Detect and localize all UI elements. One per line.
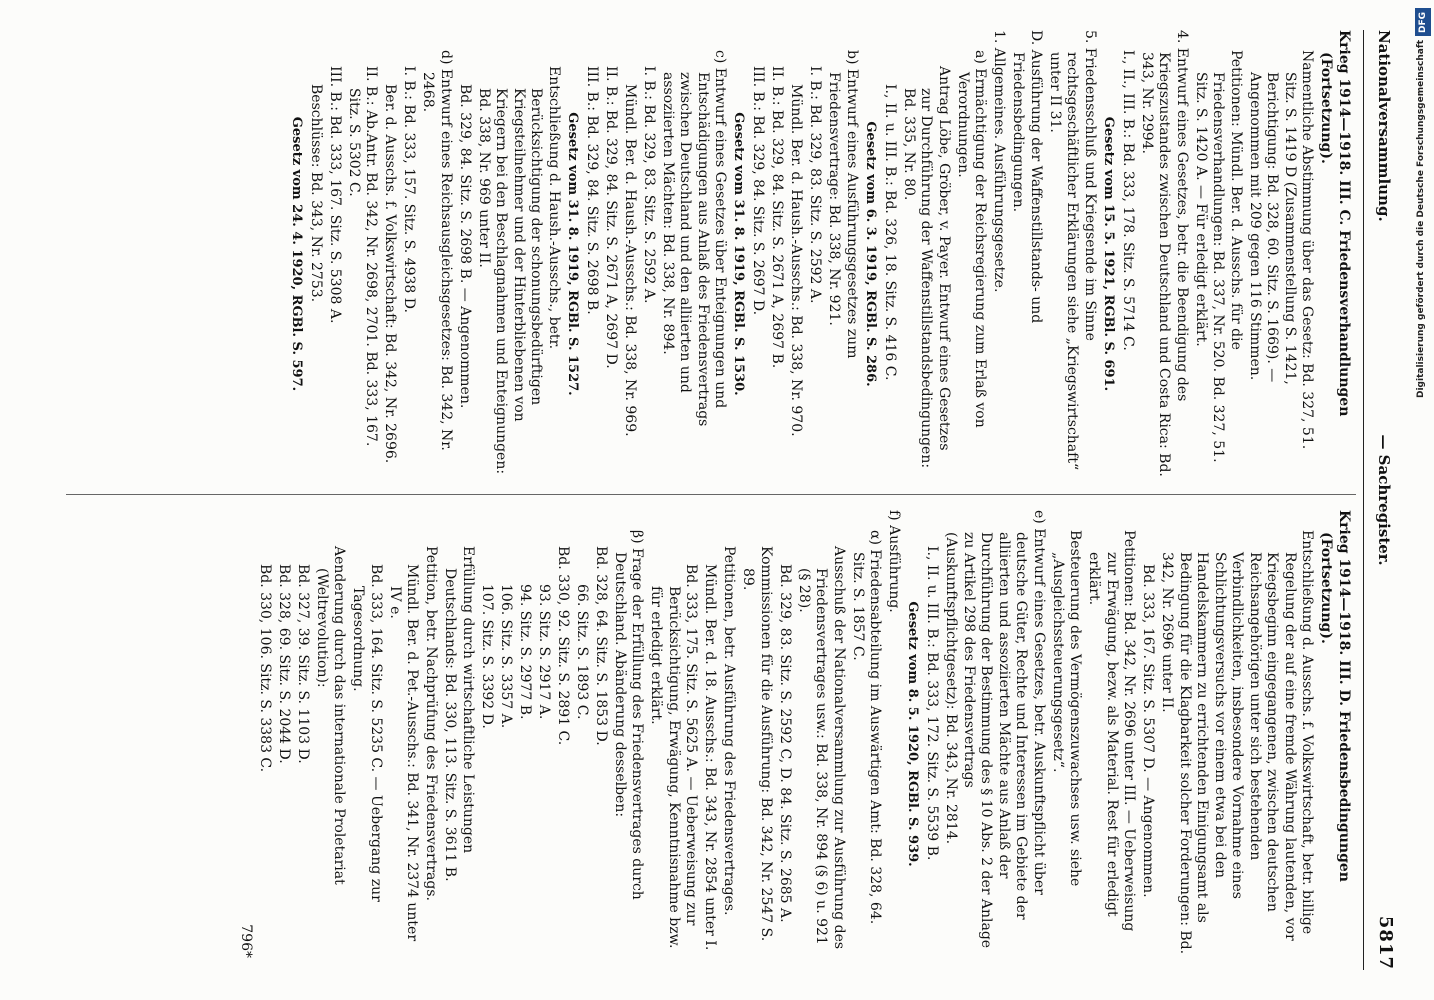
law-citation: Gesetz vom 6. 3. 1919, RGBl. S. 286. [863, 121, 878, 387]
header-center: — Sachregister. [1375, 434, 1393, 566]
index-entry: f) Ausführung. [886, 510, 903, 613]
index-entry: Mündl. Ber. d. Haush.-Ausschs.: Bd. 338, Nr. 970. [788, 84, 805, 437]
index-entry: Entschließung d. Haush.-Ausschs., betr. Berücksichtigung der schonungsbedürftigen Kriegsteilnehmer und der Hinterbliebenen von Kriegern bei den Beschlagnahmen und Enteignungen: Bd. 338, Nr. 969 unter II. [476, 66, 562, 475]
column-running-head: Krieg 1914—1918. III. C. Friedensverhandlungen (Fortsetzung). [1318, 30, 1352, 417]
index-entry: III. B.: Bd. 329, 84. Sitz. S. 2698 B. [584, 66, 600, 315]
index-entry: Bd. 330, 92. Sitz. S. 2891 C. [555, 546, 571, 746]
law-citation: Gesetz vom 31. 8. 1919, RGBl. S. 1530. [731, 112, 747, 396]
index-entry: Bd. 333, 167. Sitz. S. 5307 D. — Angenommen. [1140, 564, 1157, 898]
index-entry: III. B.: Bd. 333, 167. Sitz. S. 5308 A. [327, 66, 343, 324]
index-entry: Mündl. Ber. d. Pet.-Ausschs.: Bd. 341, Nr. 2374 unter IV e. [387, 564, 421, 942]
index-entry: Aenderung durch das internationale Proletariat (Weltrevolution): [314, 546, 348, 885]
index-entry: Ausschuß der Nationalversammlung zur Ausführung des Friedensvertrages usw.: Bd. 338, Nr. 894 (§ 6) u. 921 (§ 28). [796, 546, 847, 950]
index-entry: Petitionen: Bd. 342, Nr. 2696 unter III. — Ueberweisung zur Erwägung, bezw. als Material. Rest für erledigt erklärt. [1086, 530, 1138, 932]
index-entry: e) Entwurf eines Gesetzes, betr. Auskunftspflicht über deutsche Güter, Rechte und Interessen im Gebiete der alliierten und assoziierten Mächte aus Anlaß der Durchführung der Bestimmung des § 10 Abs. 2 der Anlage zu Artikel 298 des Friedensvertrags (Auskunftspflichtgesetz): Bd. 343, Nr. 2814. [943, 510, 1047, 949]
index-entry: Besteuerung des Vermögenszuwachses usw. siehe „Ausgleichssteuerungsgesetz“. [1050, 530, 1084, 887]
header-rule [1363, 30, 1364, 970]
page-header [1362, 30, 1396, 970]
law-citation: Gesetz vom 15. 5. 1921, RGBl. S. 691. [1101, 116, 1116, 392]
index-entry: Bd. 328, 69. Sitz. S. 2044 D. [276, 564, 292, 764]
index-entry: Bd. 329, 84. Sitz. S. 2698 B. — Angenommen. [457, 84, 473, 409]
index-entry: I., II., III. B.: Bd. 333, 178. Sitz. S. 5714 C. [1120, 50, 1136, 351]
funding-note: Digitalisierung gefördert durch die Deutsche Forschungsgemeinschaft [1416, 39, 1426, 398]
index-entry: I., II. u. III. B.: Bd. 326, 18. Sitz. S. 416 C. [882, 84, 898, 381]
law-citation: Gesetz vom 24. 4. 1920, RGBl. S. 597. [289, 116, 304, 392]
rotated-index-page [62, 30, 1396, 970]
index-entry: II. B.: Ab.Antr. Bd. 342, Nr. 2698, 2701. Bd. 333, 167. Sitz. S. 5302 C. [346, 66, 380, 447]
page-number: 5817 [1375, 915, 1396, 970]
index-entry: II. B.: Bd. 329, 84. Sitz. S. 2671 A, 2697 B. [769, 66, 786, 369]
index-entry: 66. Sitz. S. 1893 C. [574, 584, 590, 720]
index-entry: a) Ermächtigung der Reichsregierung zum Erlaß von Verordnungen. [955, 50, 989, 428]
index-entry: Bd. 330, 106. Sitz. S. 3383 C. [257, 564, 273, 773]
column-right [72, 510, 1352, 958]
index-entry: 93. Sitz. S. 2917 A. [536, 584, 552, 720]
index-entry: c) Entwurf eines Gesetzes über Enteignungen und Entschädigungen aus Anlaß des Friedensvertrags zwischen Deutschland und den alliierten und assoziierten Mächten: Bd. 338, Nr. 894. [660, 50, 729, 427]
index-entry: D. Ausführung der Waffenstillstands- und Friedensbedingungen. [1010, 30, 1044, 324]
index-entry: Bd. 329, 83. Sitz. S. 2592 C, D. 84. Sitz. S. 2685 A. [777, 564, 793, 923]
index-entry: 796* [238, 924, 254, 958]
index-entry: 94. Sitz. S. 2977 B. [517, 584, 533, 720]
index-entry: Petitionen, betr. Ausführung des Friedensvertrages. [721, 546, 738, 916]
law-citation: Gesetz vom 31. 8. 1919, RGBl. S. 1527. [565, 112, 580, 396]
index-entry: Bd. 327, 39. Sitz. S. 1103 D. [295, 564, 311, 764]
index-entry: Entschließung d. Ausschs. f. Volkswirtschaft, betr. billige Regelung der auf eine fremde Währung lautenden, vor Kriegsbeginn eingegangenen, zwischen deutschen Reichsangehörigen unter sich bestehenden Verbindlichkeiten, insbesondere Vornahme eines Schlichtungsversuchs vor einem etwa bei den Handelskammern zu errichtenden Einigungsamt als Bedingung für die Klagbarkeit solcher Forderungen: Bd. 342, Nr. 2696 unter II. [1159, 530, 1316, 955]
index-entry: 106. Sitz. S. 3357 A. [498, 584, 514, 729]
index-entry: I., II. u. III. B.: Bd. 333, 172. Sitz. S. 5539 B. [924, 546, 941, 861]
index-entry: b) Entwurf eines Ausführungsgesetzes zum Friedensvertrage: Bd. 338, Nr. 921. [826, 50, 860, 359]
index-entry: 4. Entwurf eines Gesetzes, betr. die Beendigung des Kriegszustandes zwischen Deutschland und Costa Rica: Bd. 343, Nr. 2994. [1139, 30, 1190, 477]
index-entry: Bd. 328, 64. Sitz. S. 1853 D. [593, 546, 609, 746]
index-entry: Bd. 333, 175. Sitz. S. 5625 A. — Ueberweisung zur Berücksichtigung, Erwägung, Kenntnisnahme bzw. für erledigt erklärt. [648, 564, 700, 949]
header-left: Nationalversammlung. [1375, 30, 1393, 222]
index-entry: Mündl. Ber. d. Haush.-Ausschs.: Bd. 338, Nr. 969. [622, 84, 638, 437]
index-entry: Kommissionen für die Ausführung: Bd. 342, Nr. 2547 S. 89. [740, 546, 774, 942]
index-entry: Namentliche Abstimmung über das Gesetz: Bd. 327, 51. Sitz. S. 1419 D (Zusammenstellung S. 1421, Berichtigung: Bd. 328, 60. Sitz. S. 1669). — Angenommen mit 209 gegen 116 Stimmen. [1247, 50, 1316, 450]
index-entry: 5. Friedensschluß und Kriegsende im Sinne rechtsgeschäftlicher Erklärungen siehe „Kriegswirtschaft“ unter II 31. [1047, 30, 1098, 471]
index-entry: Petition, betr. Nachprüfung des Friedensvertrags. [423, 546, 440, 901]
column-left [72, 30, 1352, 478]
index-entry: 1. Allgemeines. Ausführungsgesetze. [991, 30, 1008, 293]
index-entry: 107. Sitz. S. 3392 D. [479, 584, 495, 729]
digitization-strip [1414, 8, 1434, 988]
index-entry: Petitionen: Mündl. Ber. d. Ausschs. für die Friedensverhandlungen: Bd. 337, Nr. 520. Bd. 327, 51. Sitz. S. 1420 A. — Für erledigt erklärt. [1193, 50, 1244, 463]
index-entry: I. B.: Bd. 329, 83. Sitz. S. 2592 A. [641, 66, 657, 304]
index-entry: I. B.: Bd. 333, 157. Sitz. S. 4938 D. [401, 66, 418, 313]
index-entry: β) Frage der Erfüllung des Friedensvertrages durch Deutschland. Abänderung desselben: [612, 530, 646, 900]
column-running-head: Krieg 1914—1918. III. D. Friedensbedingungen (Fortsetzung). [1318, 510, 1352, 882]
index-entry: Beschlüsse: Bd. 343, Nr. 2753. [308, 84, 324, 303]
index-entry: d) Entwurf eines Reichsausgleichsgesetzes: Bd. 342, Nr. 2468. [420, 50, 454, 451]
index-entry: I. B.: Bd. 329, 83. Sitz. S. 2592 A. [807, 66, 824, 304]
index-entry: Erfüllung durch wirtschaftliche Leistungen Deutschlands: Bd. 330, 113. Sitz. S. 3611 B. [442, 546, 476, 882]
index-entry: Bd. 333, 164. Sitz. S. 5235 C. — Uebergang zur Tagesordnung. [350, 564, 384, 902]
index-entry: II. B.: Bd. 329, 84. Sitz. S. 2671 A, 2697 D. [603, 66, 619, 369]
index-entry: III. B.: Bd. 329, 84. Sitz. S. 2697 D. [750, 66, 767, 316]
index-entry: Ber. d. Ausschs. f. Volkswirtschaft: Bd. 342, Nr. 2696. [382, 84, 399, 464]
index-entry: α) Friedensabteilung im Auswärtigen Amt: Bd. 328, 64. Sitz. S. 1857 C. [850, 530, 884, 925]
column-divider [66, 494, 1356, 495]
dfg-logo: DFG [1415, 8, 1431, 36]
law-citation: Gesetz vom 8. 5. 1920, RGBl. S. 939. [905, 601, 921, 867]
index-entry: Mündl. Ber. d. 18. Ausschs.: Bd. 343, Nr. 2854 unter I. [702, 564, 719, 951]
index-entry: Antrag Löbe, Gröber, v. Payer. Entwurf eines Gesetzes zur Durchführung der Waffenstillstandsbedingungen: Bd. 335, Nr. 80. [901, 66, 952, 469]
